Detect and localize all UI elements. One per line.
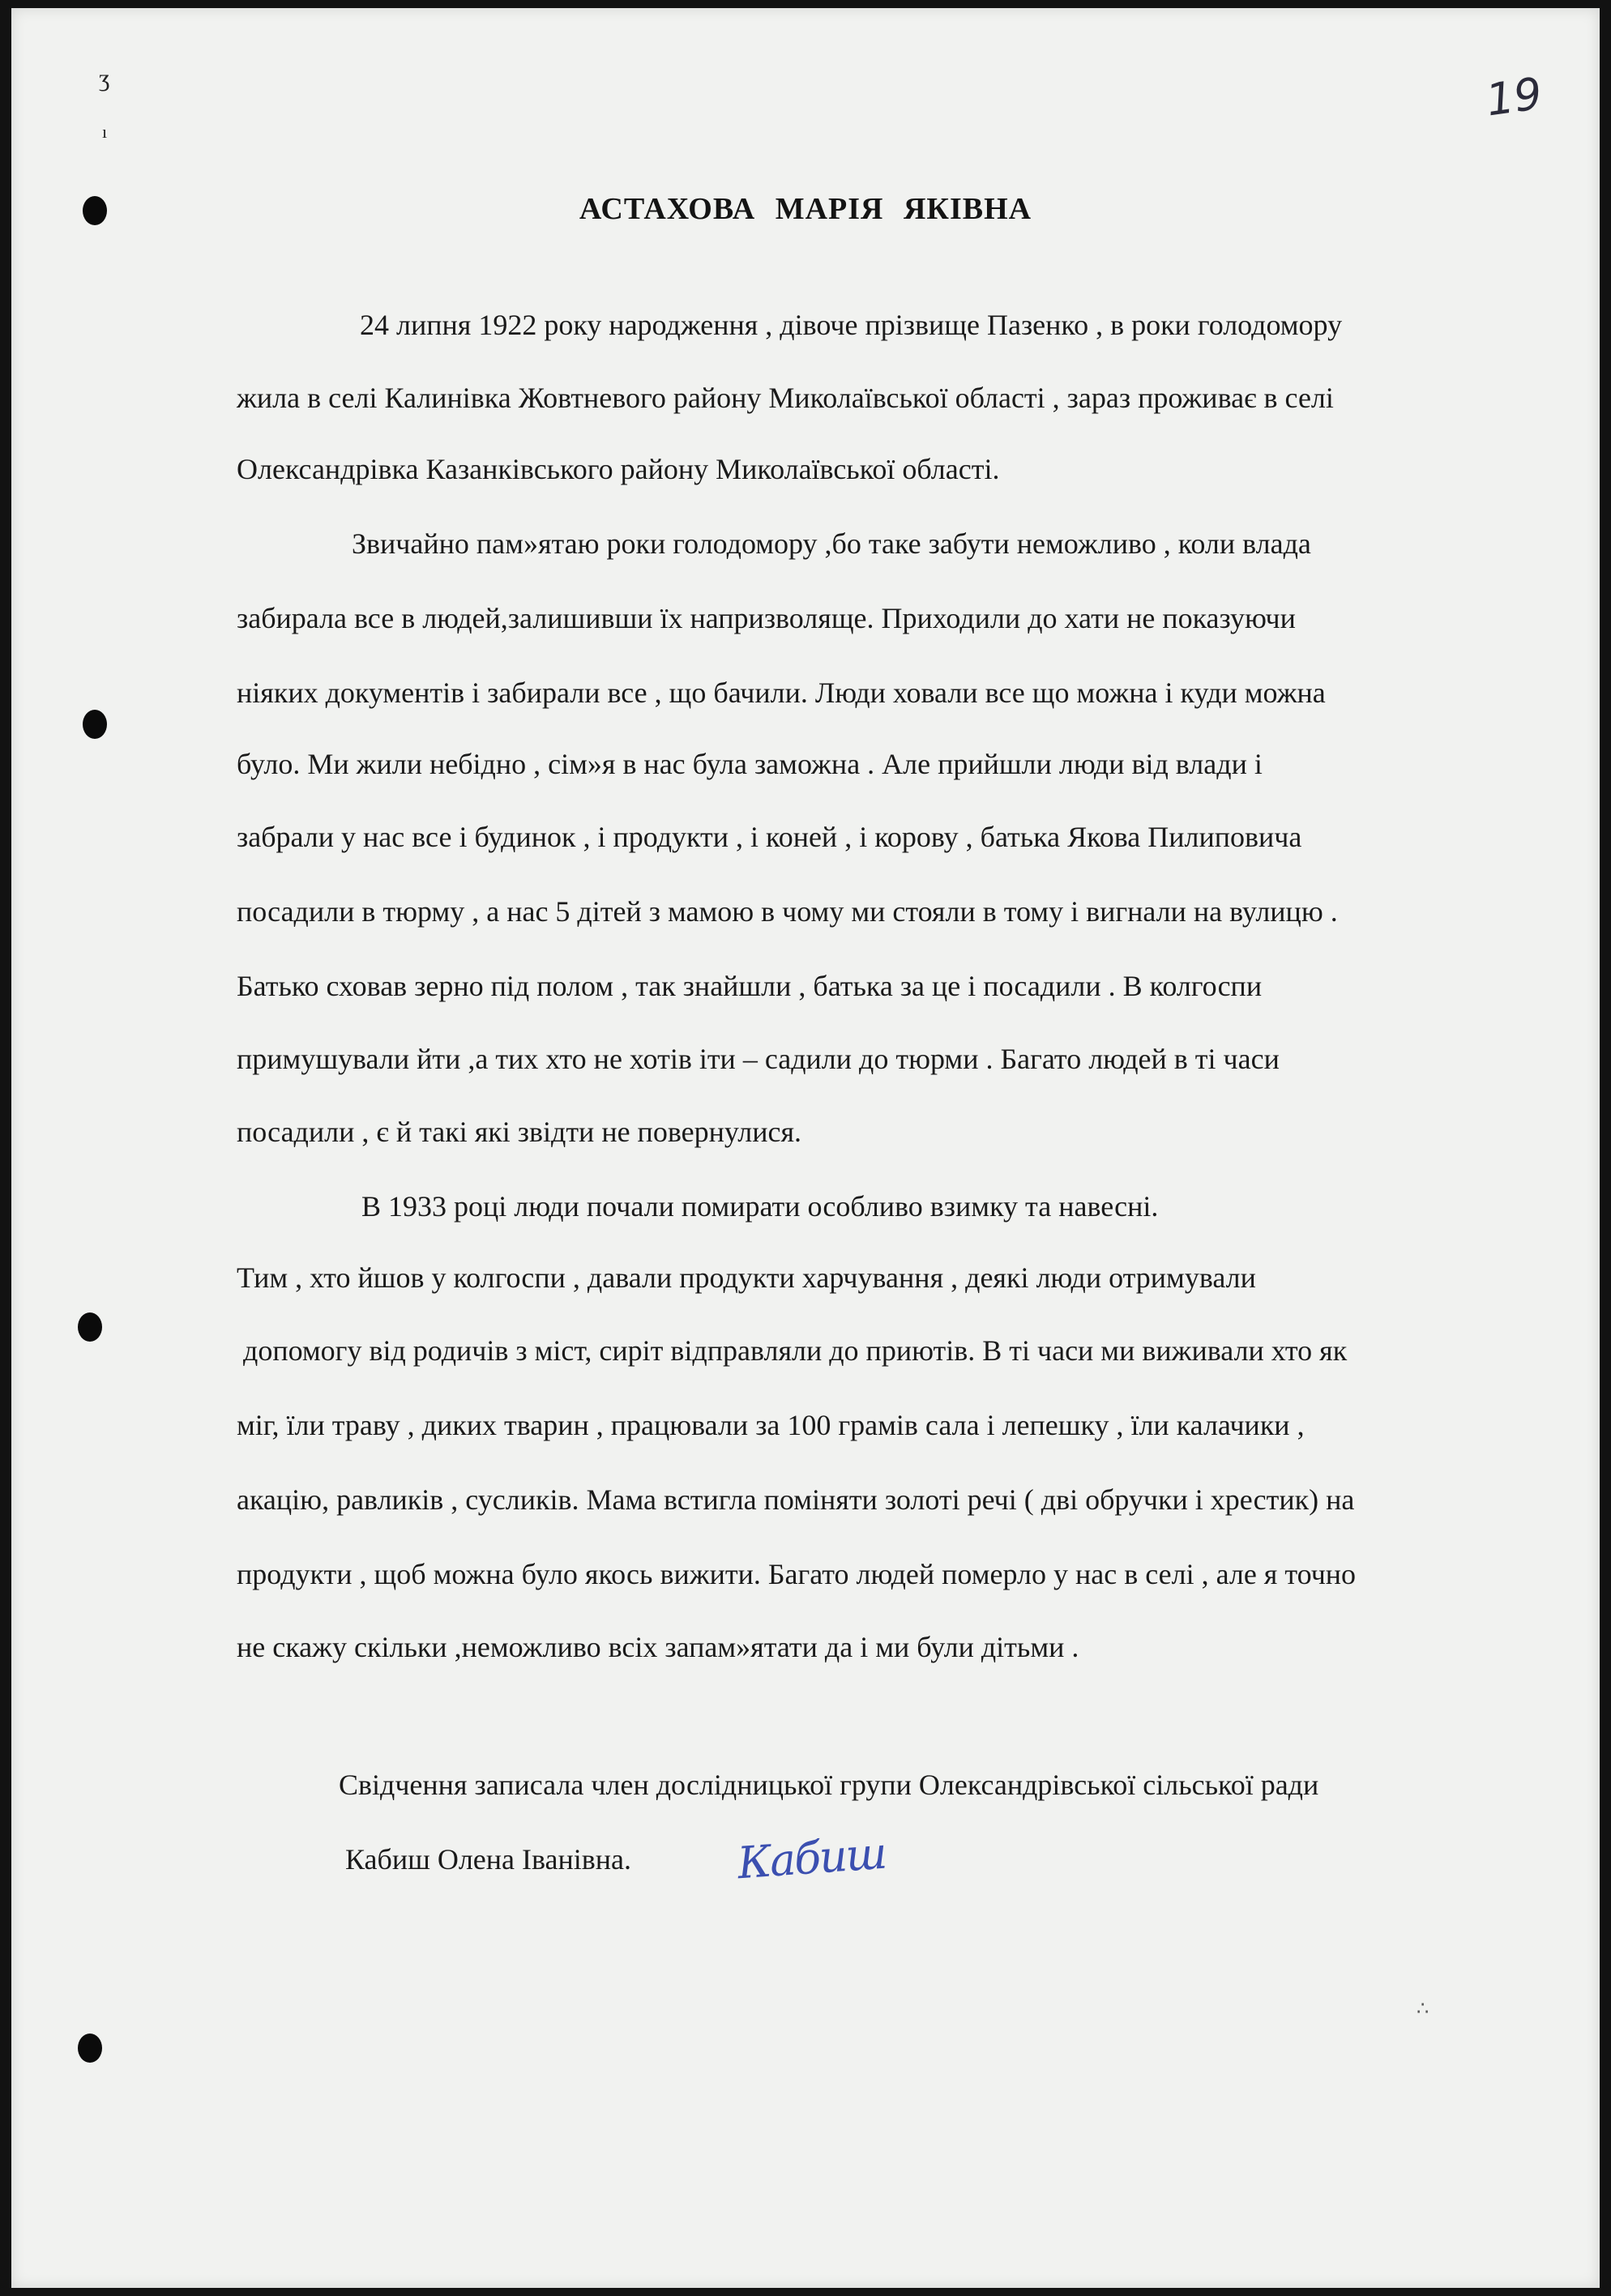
body-line: не скажу скільки ,неможливо всіх запам»ятати да і ми були дітьми . <box>237 1631 1079 1663</box>
body-line: продукти , щоб можна було якось вижити. Багато людей померло у нас в селі , але я точно <box>237 1558 1357 1590</box>
body-line: В 1933 році люди почали помирати особливо взимку та навесні. <box>361 1190 1159 1223</box>
body-line: Звичайно пам»ятаю роки голодомору ,бо таке забути неможливо , коли влада <box>352 527 1311 560</box>
footer-recorder-line: Свідчення записала член дослідницької групи Олександрівської сільської ради <box>339 1769 1319 1801</box>
body-line: допомогу від родичів з міст, сиріт відправляли до приютів. В ті часи ми виживали хто як <box>243 1334 1348 1367</box>
punch-hole <box>83 710 107 739</box>
margin-dots: ∴ <box>1417 1999 1432 2020</box>
body-line: міг, їли траву , диких тварин , працювали за 100 грамів сала і лепешку , їли калачики , <box>237 1409 1305 1441</box>
footer-recorder-name: Кабиш Олена Іванівна. <box>345 1843 632 1876</box>
body-line: жила в селі Калинівка Жовтневого району Миколаївської області , зараз проживає в селі <box>237 382 1334 414</box>
page-number: 19 <box>1482 67 1545 126</box>
margin-mark: ʒ <box>99 65 110 92</box>
body-line: акацію, равликів , сусликів. Мама встигла поміняти золоті речі ( дві обручки і хрестик) на <box>237 1483 1355 1516</box>
body-line: ніяких документів і забирали все , що бачили. Люди ховали все що можна і куди можна <box>237 676 1326 709</box>
margin-mark: ı <box>102 122 108 142</box>
handwritten-signature: Кабиш <box>736 1827 887 1889</box>
body-line: було. Ми жили небідно , сім»я в нас була заможна . Але прийшли люди від влади і <box>237 748 1263 780</box>
document-page <box>11 8 1600 2288</box>
body-line: Батько сховав зерно під полом , так знайшли , батька за це і посадили . В колгоспи <box>237 970 1263 1002</box>
body-line: 24 липня 1922 року народження , дівоче прізвище Пазенко , в роки голодомору <box>360 309 1343 341</box>
body-line: забрали у нас все і будинок , і продукти , і коней , і корову , батька Якова Пилиповича <box>237 821 1302 853</box>
body-line: забирала все в людей,залишивши їх напризволяще. Приходили до хати не показуючи <box>237 602 1296 634</box>
punch-hole <box>78 1312 102 1342</box>
body-line: примушували йти ,а тих хто не хотів іти – садили до тюрми . Багато людей в ті часи <box>237 1043 1280 1075</box>
body-line: Тим , хто йшов у колгоспи , давали продукти харчування , деякі люди отримували <box>237 1261 1256 1294</box>
punch-hole <box>78 2034 102 2063</box>
body-line: посадили , є й такі які звідти не повернулися. <box>237 1116 802 1148</box>
document-title: АСТАХОВА МАРІЯ ЯКІВНА <box>579 192 1032 226</box>
body-line: Олександрівка Казанківського району Миколаївської області. <box>237 453 1000 485</box>
body-line: посадили в тюрму , а нас 5 дітей з мамою в чому ми стояли в тому і вигнали на вулицю . <box>237 895 1338 928</box>
